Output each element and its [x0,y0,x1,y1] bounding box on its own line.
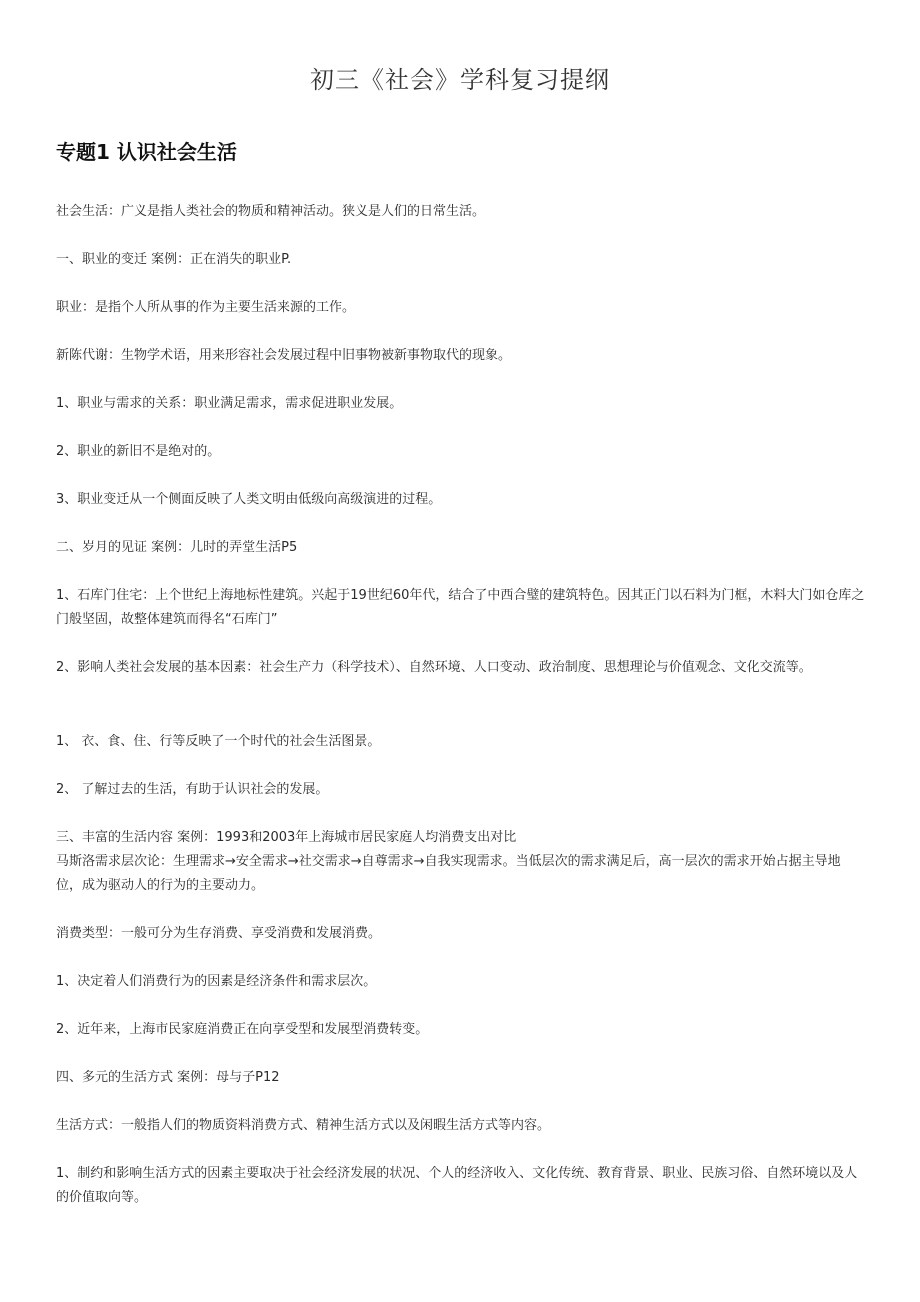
paragraph-lifestyle-definition: 生活方式：一般指人们的物质资料消费方式、精神生活方式以及闲暇生活方式等内容。 [56,1118,551,1133]
paragraph-maslow: 马斯洛需求层次论：生理需求→安全需求→社交需求→自尊需求→自我实现需求。当低层次的需求满足后，高一层次的需求开始占据主导地位，成为驱动人的行为的主要动力。 [56,854,841,893]
list-item: 1、石库门住宅：上个世纪上海地标性建筑。兴起于19世纪60年代，结合了中西合璧的建筑特色。因其正门以石料为门框，木料大门如仓库之门般坚固，故整体建筑而得名“石库门” [56,588,865,627]
paragraph-metabolism: 新陈代谢：生物学术语，用来形容社会发展过程中旧事物被新事物取代的现象。 [56,348,512,363]
list-item: 1、制约和影响生活方式的因素主要取决于社会经济发展的状况、个人的经济收入、文化传统、教育背景、职业、民族习俗、自然环境以及人的价值取向等。 [56,1166,858,1205]
list-item: 3、职业变迁从一个侧面反映了人类文明由低级向高级演进的过程。 [56,492,442,507]
section-heading-witness: 二、岁月的见证 案例：儿时的弄堂生活P5 [56,540,298,555]
section-heading-lifestyle: 四、多元的生活方式 案例：母与子P12 [56,1070,280,1085]
topic-heading: 专题1 认识社会生活 [56,140,237,164]
section-heading-life-content: 三、丰富的生活内容 案例：1993和2003年上海城市居民家庭人均消费支出对比 [56,830,517,845]
paragraph-consumption-types: 消费类型：一般可分为生存消费、享受消费和发展消费。 [56,926,382,941]
paragraph-occupation-definition: 职业：是指个人所从事的作为主要生活来源的工作。 [56,300,356,315]
section-heading-occupation: 一、职业的变迁 案例：正在消失的职业P. [56,252,292,267]
list-item: 2、职业的新旧不是绝对的。 [56,444,221,459]
page-title: 初三《社会》学科复习提纲 [310,66,610,94]
list-item: 2、近年来，上海市民家庭消费正在向享受型和发展型消费转变。 [56,1022,429,1037]
list-item: 1、决定着人们消费行为的因素是经济条件和需求层次。 [56,974,377,989]
list-item: 2、 了解过去的生活，有助于认识社会的发展。 [56,782,329,797]
list-item: 2、影响人类社会发展的基本因素：社会生产力（科学技术）、自然环境、人口变动、政治制度、思想理论与价值观念、文化交流等。 [56,660,812,675]
list-item: 1、职业与需求的关系：职业满足需求，需求促进职业发展。 [56,396,403,411]
list-item: 1、 衣、食、住、行等反映了一个时代的社会生活图景。 [56,734,381,749]
paragraph-social-life: 社会生活：广义是指人类社会的物质和精神活动。狭义是人们的日常生活。 [56,204,486,219]
